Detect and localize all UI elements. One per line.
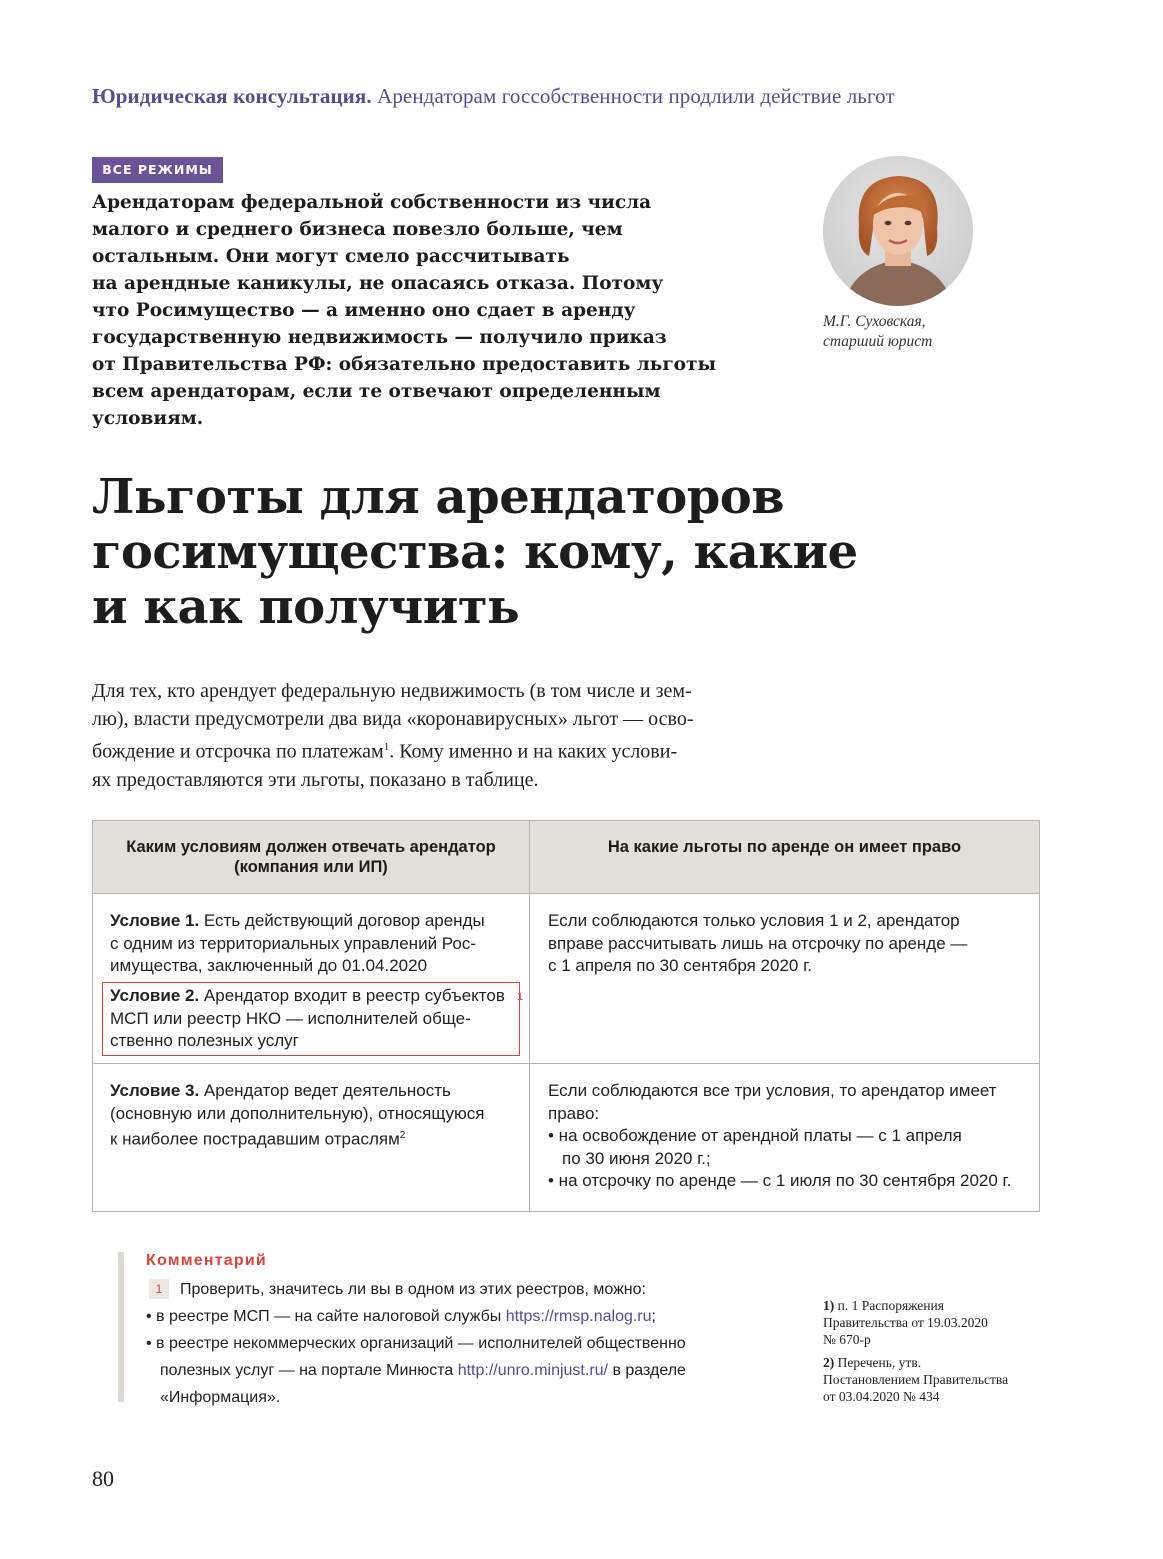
condition-label: Условие 3. <box>110 1081 200 1100</box>
condition-line <box>110 985 505 1008</box>
lead-line: что Росимущество — а именно оно сдает в аренду <box>92 300 636 321</box>
footnote-text: Перечень, утв. <box>834 1355 922 1370</box>
comment-text: ; <box>651 1308 656 1325</box>
comment-item-cont <box>160 1357 686 1384</box>
footnote-line: Постановлением Правительства <box>823 1372 1009 1387</box>
footnote-ref[interactable]: 1 <box>383 741 390 753</box>
condition-line: (основную или дополнительную), относящуюся <box>110 1103 485 1123</box>
comment-marker[interactable]: 1 <box>517 991 524 1003</box>
table-header-benefits: На какие льготы по аренде он имеет право <box>607 838 962 856</box>
condition-line: МСП или реестр НКО — исполнителей обще- <box>110 1008 471 1028</box>
table-divider <box>529 821 530 1211</box>
intro-line: ях предоставляются эти льготы, показано в таблице. <box>92 768 539 791</box>
condition-line <box>110 1125 485 1151</box>
condition-1-cell <box>110 910 485 978</box>
condition-text: Арендатор входит в реестр субъектов <box>199 986 505 1005</box>
condition-line <box>110 1080 485 1103</box>
unro-link[interactable]: http://unro.minjust.ru/ <box>457 1362 608 1379</box>
benefit-line: по 30 июня 2020 г.; <box>562 1148 711 1168</box>
condition-text: Арендатор ведет деятельность <box>199 1081 451 1100</box>
condition-line: имущества, заключенный до 01.04.2020 <box>110 956 428 975</box>
lead-line: от Правительства РФ: обязательно предоставить льготы <box>92 354 717 375</box>
intro-line <box>92 733 782 766</box>
condition-3-cell <box>110 1080 485 1151</box>
comment-text: полезных услуг — на портале Минюста <box>160 1362 458 1379</box>
headline-line: госимущества: кому, какие <box>92 524 858 580</box>
footnote-ref[interactable]: 2 <box>399 1130 406 1141</box>
comment-intro: Проверить, значитесь ли вы в одном из этих реестров, можно: <box>180 1281 646 1298</box>
lead-line: условиям. <box>92 408 204 429</box>
rmsp-link[interactable]: https://rmsp.nalog.ru <box>505 1308 652 1325</box>
author-name: М.Г. Суховская, <box>823 313 926 330</box>
lead-paragraph <box>92 189 772 432</box>
intro-text: . Кому именно и на каких услови- <box>389 740 678 763</box>
condition-text: к наиболее пострадавшим отраслям <box>110 1129 400 1149</box>
lead-line: Арендаторам федеральной собственности из числа <box>92 192 652 213</box>
benefit-line: право: <box>548 1103 600 1123</box>
condition-line: с одним из территориальных управлений Рос- <box>110 933 476 953</box>
benefit-line: с 1 апреля по 30 сентября 2020 г. <box>548 956 812 975</box>
lead-line: государственную недвижимость — получило приказ <box>92 327 667 348</box>
lead-line: малого и среднего бизнеса повезло больше, чем <box>92 219 623 240</box>
header-text: Каким условиям должен отвечать арендатор <box>126 838 496 856</box>
running-head-title: Арендаторам госсобственности продлили действие льгот <box>377 84 895 108</box>
category-badge: ВСЕ РЕЖИМЫ <box>92 157 223 183</box>
footnote-line <box>823 1297 988 1314</box>
condition-line: ственно полезных услуг <box>110 1031 299 1050</box>
benefit-line: Если соблюдаются все три условия, то арендатор имеет <box>548 1081 997 1100</box>
condition-2-cell <box>110 985 505 1053</box>
intro-paragraph <box>92 677 782 794</box>
table-divider <box>93 1063 1039 1064</box>
footnote-1 <box>823 1297 988 1348</box>
footnote-number: 2) <box>823 1355 835 1370</box>
table-header-conditions <box>93 837 529 877</box>
author-portrait <box>823 156 973 306</box>
lead-line: всем арендаторам, если те отвечают определенным <box>92 381 661 402</box>
footnote-line: Правительства от 19.03.2020 <box>823 1315 988 1330</box>
comment-number: 1 <box>149 1279 169 1299</box>
footnote-line <box>823 1354 1008 1371</box>
benefit-line: Если соблюдаются только условия 1 и 2, арендатор <box>548 911 960 930</box>
comment-text: в разделе <box>608 1362 686 1379</box>
comment-item-cont: «Информация». <box>160 1389 281 1406</box>
author-role: старший юрист <box>823 333 933 350</box>
comment-title: Комментарий <box>146 1252 267 1269</box>
author-caption <box>823 312 932 352</box>
lead-line: остальным. Они могут смело рассчитывать <box>92 246 570 267</box>
condition-line <box>110 910 485 933</box>
intro-line: лю), власти предусмотрели два вида «коронавирусных» льгот — осво- <box>92 708 694 730</box>
benefit-bullet: • на отсрочку по аренде — с 1 июля по 30 сентября 2020 г. <box>548 1171 1012 1190</box>
comment-item: • в реестре некоммерческих организаций — исполнителей общественно <box>146 1335 686 1352</box>
article-headline <box>92 470 858 635</box>
condition-label: Условие 1. <box>110 911 200 930</box>
footnote-number: 1) <box>823 1298 835 1313</box>
benefit-line: вправе рассчитывать лишь на отсрочку по аренде — <box>548 933 968 953</box>
header-text: (компания или ИП) <box>234 858 388 876</box>
footnote-line: от 03.04.2020 № 434 <box>823 1389 940 1404</box>
benefit-2-cell <box>548 1080 1011 1193</box>
comment-item <box>146 1303 656 1330</box>
footnote-text: п. 1 Распоряжения <box>834 1298 944 1313</box>
intro-text: бождение и отсрочка по платежам <box>92 740 384 763</box>
running-head-section: Юридическая консультация. <box>92 84 372 108</box>
headline-line: и как получить <box>92 579 520 635</box>
intro-line: Для тех, кто арендует федеральную недвижимость (в том числе и зем- <box>92 680 692 702</box>
benefit-1-cell <box>548 910 967 978</box>
headline-line: Льготы для арендаторов <box>92 469 785 525</box>
comment-bar <box>118 1252 124 1402</box>
condition-label: Условие 2. <box>110 986 200 1005</box>
condition-text: Есть действующий договор аренды <box>199 911 485 930</box>
running-head <box>92 84 895 109</box>
footnote-line: № 670-р <box>823 1332 871 1347</box>
lead-line: на арендные каникулы, не опасаясь отказа. Потому <box>92 273 664 294</box>
benefit-bullet: • на освобождение от арендной платы — с 1 апреля <box>548 1126 962 1145</box>
benefits-table <box>92 820 1040 1212</box>
page-number: 80 <box>92 1466 114 1491</box>
author-photo-icon <box>823 156 973 306</box>
footnote-2 <box>823 1354 1008 1405</box>
comment-text: • в реестре МСП — на сайте налоговой службы <box>146 1308 506 1325</box>
